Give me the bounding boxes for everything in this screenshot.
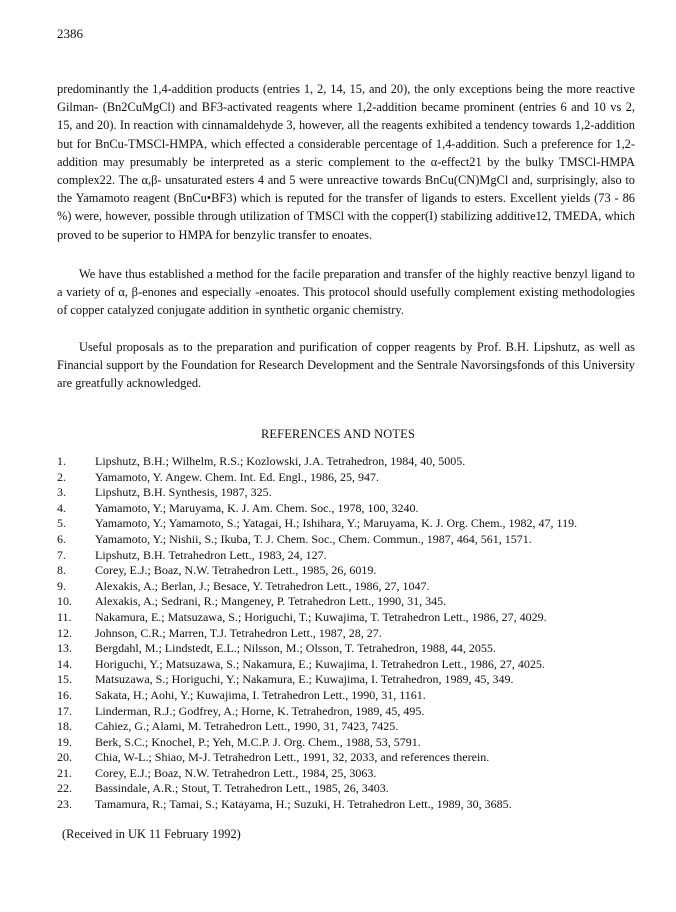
reference-item (57, 657, 657, 673)
reference-item (57, 641, 657, 657)
reference-number: 22. (57, 781, 72, 796)
reference-number: 7. (57, 547, 66, 562)
body-paragraph-results: predominantly the 1,4-addition products (entries 1, 2, 14, 15, and 20), the only exceptions being the more reactive Gilman- (Bn2CuMgCl) and BF3-activated reagents where 1,2-addition became prominent (entries 6 and 10 vs 2, 15, and 20). In reaction with cinnamaldehyde 3, however, all the reagents exhibited a tendency towards 1,2-addition but for BnCu-TMSCl-HMPA, which effected a considerable percentage of 1,4-addition. Such a preference for 1,2-addition may presumably be interpreted as a steric complement to the α-effect21 by the bulky TMSCl-HMPA complex22. The α,β- unsaturated esters 4 and 5 were unreactive towards BnCu(CN)MgCl and, surprisingly, also to the Yamamoto reagent (BnCu•BF3) which is reputed for the transfer of ligands to esters. Excellent yields (73 - 86 %) were, however, possible through utilization of TMSCl with the copper(I) stabilizing additive12, TMEDA, which proved to be superior to HMPA for benzylic transfer to enoates. (57, 82, 635, 242)
reference-text: Yamamoto, Y.; Yamamoto, S.; Yatagai, H.; Ishihara, Y.; Maruyama, K. J. Org. Chem., 1982, 47, 119. (95, 516, 578, 531)
reference-item (57, 781, 657, 797)
reference-number: 16. (57, 687, 72, 702)
reference-item (57, 548, 657, 564)
reference-item (57, 672, 657, 688)
reference-number: 13. (57, 641, 72, 656)
reference-text: Lipshutz, B.H. Synthesis, 1987, 325. (95, 485, 272, 500)
reference-number: 1. (57, 454, 66, 468)
reference-text: Chia, W-L.; Shiao, M-J. Tetrahedron Lett., 1991, 32, 2033, and references therein. (95, 750, 490, 765)
reference-text: Bergdahl, M.; Lindstedt, E.L.; Nilsson, M.; Olsson, T. Tetrahedron, 1988, 44, 2055. (95, 641, 496, 656)
reference-text: Tamamura, R.; Tamai, S.; Katayama, H.; Suzuki, H. Tetrahedron Lett., 1989, 30, 3685. (95, 797, 512, 812)
body-paragraph-acknowledgement: Useful proposals as to the preparation and purification of copper reagents by Prof. B.H. Lipshutz, as well as Financial support by the Foundation for Research Development and the Sentrale Navorsingsfonds of this University are greatfully acknowledged. (57, 340, 635, 391)
reference-item (57, 750, 657, 766)
reference-item (57, 766, 657, 782)
reference-item (57, 797, 657, 813)
body-paragraph-conclusion: We have thus established a method for the facile preparation and transfer of the highly reactive benzyl ligand to a variety of α, β-enones and especially -enoates. This protocol should usefully complement existing methodologies of copper catalyzed conjugate addition in synthetic organic chemistry. (57, 267, 635, 318)
references-list (57, 454, 657, 813)
reference-number: 18. (57, 719, 72, 734)
reference-number: 9. (57, 578, 66, 593)
reference-text: Bassindale, A.R.; Stout, T. Tetrahedron Lett., 1985, 26, 3403. (95, 781, 389, 796)
reference-number: 4. (57, 500, 66, 515)
reference-text: Yamamoto, Y.; Maruyama, K. J. Am. Chem. Soc., 1978, 100, 3240. (95, 500, 419, 515)
reference-text: Alexakis, A.; Sedrani, R.; Mangeney, P. Tetrahedron Lett., 1990, 31, 345. (95, 594, 447, 609)
reference-item (57, 688, 657, 704)
reference-number: 10. (57, 594, 72, 609)
reference-number: 2. (57, 469, 66, 484)
reference-number: 17. (57, 703, 72, 718)
reference-text: Nakamura, E.; Matsuzawa, S.; Horiguchi, T.; Kuwajima, T. Tetrahedron Lett., 1986, 27, 4029. (95, 609, 547, 624)
reference-item (57, 470, 657, 486)
reference-number: 14. (57, 656, 72, 671)
reference-text: Yamamoto, Y.; Nishii, S.; Ikuba, T. J. Chem. Soc., Chem. Commun., 1987, 464, 561, 1571. (95, 531, 532, 546)
reference-item (57, 579, 657, 595)
reference-item (57, 735, 657, 751)
reference-text: Corey, E.J.; Boaz, N.W. Tetrahedron Lett., 1985, 26, 6019. (95, 563, 377, 578)
reference-text: Lipshutz, B.H. Tetrahedron Lett., 1983, 24, 127. (95, 547, 327, 562)
reference-text: Matsuzawa, S.; Horiguchi, Y.; Nakamura, E.; Kuwajima, I. Tetrahedron, 1989, 45, 349. (95, 672, 514, 687)
reference-item (57, 454, 657, 470)
reference-number: 19. (57, 734, 72, 749)
reference-text: Sakata, H.; Aohi, Y.; Kuwajima, I. Tetrahedron Lett., 1990, 31, 1161. (95, 687, 426, 702)
reference-number: 20. (57, 750, 72, 765)
received-date: (Received in UK 11 February 1992) (62, 827, 241, 841)
reference-text: Alexakis, A.; Berlan, J.; Besace, Y. Tetrahedron Lett., 1986, 27, 1047. (95, 578, 430, 593)
references-heading: REFERENCES AND NOTES (260, 427, 416, 441)
reference-number: 3. (57, 485, 66, 500)
reference-item (57, 610, 657, 626)
reference-text: Linderman, R.J.; Godfrey, A.; Horne, K. Tetrahedron, 1989, 45, 495. (95, 703, 425, 718)
reference-text: Johnson, C.R.; Marren, T.J. Tetrahedron Lett., 1987, 28, 27. (95, 625, 382, 640)
reference-number: 12. (57, 625, 72, 640)
reference-number: 5. (57, 516, 66, 531)
reference-item (57, 594, 657, 610)
reference-number: 23. (57, 797, 72, 812)
reference-text: Corey, E.J.; Boaz, N.W. Tetrahedron Lett., 1984, 25, 3063. (95, 765, 377, 780)
reference-number: 11. (57, 609, 72, 624)
reference-item (57, 501, 657, 517)
reference-item (57, 626, 657, 642)
reference-item (57, 704, 657, 720)
reference-text: Lipshutz, B.H.; Wilhelm, R.S.; Kozlowski, J.A. Tetrahedron, 1984, 40, 5005. (95, 454, 466, 468)
reference-number: 6. (57, 531, 66, 546)
reference-text: Horiguchi, Y.; Matsuzawa, S.; Nakamura, E.; Kuwajima, I. Tetrahedron Lett., 1986, 27, 4025. (95, 656, 545, 671)
reference-item (57, 719, 657, 735)
reference-item (57, 563, 657, 579)
reference-item (57, 485, 657, 501)
reference-text: Berk, S.C.; Knochel, P.; Yeh, M.C.P. J. Org. Chem., 1988, 53, 5791. (95, 734, 421, 749)
reference-item (57, 516, 657, 532)
reference-number: 21. (57, 765, 72, 780)
reference-number: 15. (57, 672, 72, 687)
reference-text: Yamamoto, Y. Angew. Chem. Int. Ed. Engl., 1986, 25, 947. (95, 469, 379, 484)
reference-item (57, 532, 657, 548)
reference-number: 8. (57, 563, 66, 578)
page-number: 2386 (57, 26, 83, 41)
reference-text: Cahiez, G.; Alami, M. Tetrahedron Lett., 1990, 31, 7423, 7425. (95, 719, 399, 734)
